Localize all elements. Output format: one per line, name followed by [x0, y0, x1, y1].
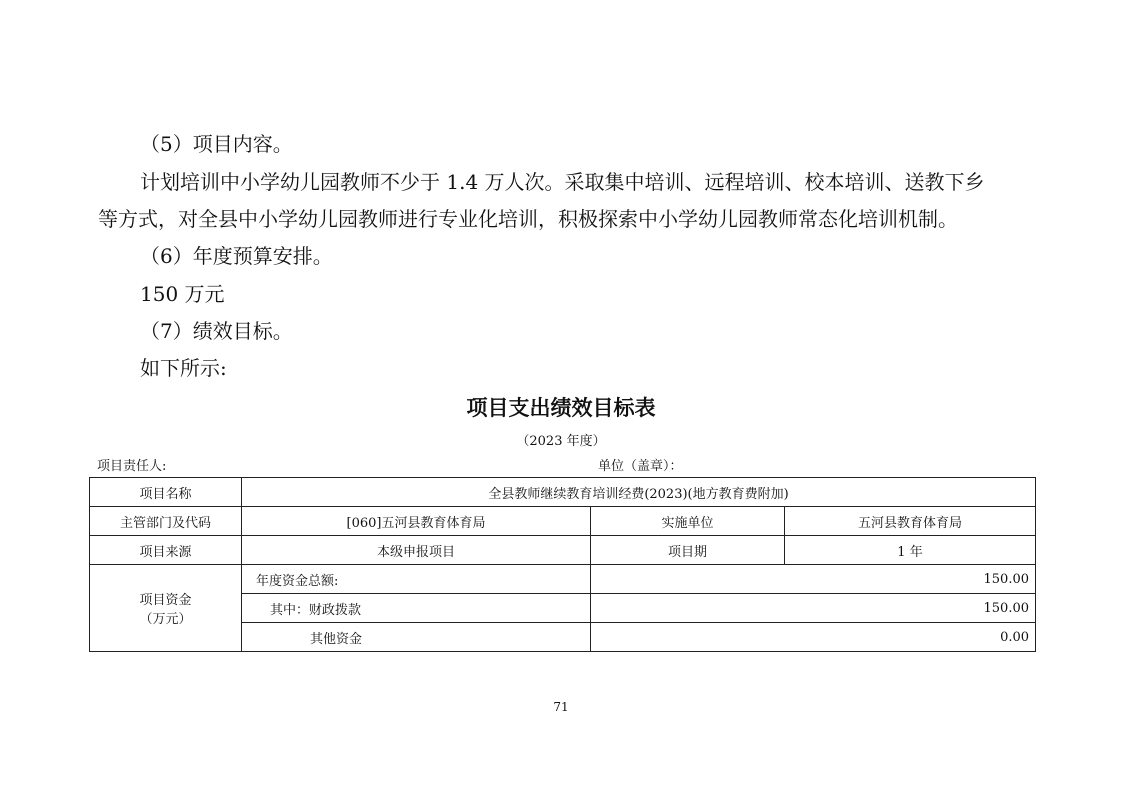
- paragraph-heading-7: （7）绩效目标。: [140, 319, 293, 343]
- responsible-person-label: 项目责任人:: [97, 459, 167, 474]
- table-title: 项目支出绩效目标表: [466, 396, 656, 420]
- implementing-unit-label: 实施单位: [591, 507, 785, 536]
- department-value: [060]五河县教育体育局: [242, 507, 591, 536]
- annual-total-value: 150.00: [591, 565, 1036, 594]
- paragraph-heading-6: （6）年度预算安排。: [140, 244, 333, 268]
- table-row: [90, 565, 1036, 594]
- project-period-value: 1 年: [785, 536, 1036, 565]
- implementing-unit-value: 五河县教育体育局: [785, 507, 1036, 536]
- table-year: （2023 年度）: [516, 434, 606, 449]
- paragraph-intro: 如下所示:: [140, 356, 227, 380]
- project-funds-label-line1: 项目资金: [139, 593, 192, 608]
- project-period-label: 项目期: [591, 536, 785, 565]
- project-funds-label-line2: （万元）: [139, 612, 192, 627]
- paragraph-body-line: 等方式，对全县中小学幼儿园教师进行专业化培训，积极探索中小学幼儿园教师常态化培训机制。: [98, 207, 958, 231]
- paragraph-body-line: 计划培训中小学幼儿园教师不少于 1.4 万人次。采取集中培训、远程培训、校本培训、送教下乡: [140, 170, 985, 194]
- project-name-value: 全县教师继续教育培训经费(2023)(地方教育费附加): [242, 478, 1036, 507]
- paragraph-budget: 150 万元: [140, 282, 225, 306]
- other-funds-value: 0.00: [591, 623, 1036, 652]
- other-funds-label: 其他资金: [242, 623, 591, 652]
- project-source-label: 项目来源: [90, 536, 242, 565]
- unit-stamp-label: 单位（盖章）：: [598, 459, 683, 474]
- project-funds-label: [90, 565, 242, 652]
- performance-target-table: [89, 477, 1036, 652]
- table-row: [90, 478, 1036, 507]
- table-row: [90, 507, 1036, 536]
- department-label: 主管部门及代码: [90, 507, 242, 536]
- page-number: 71: [553, 700, 569, 714]
- annual-total-label: 年度资金总额:: [242, 565, 591, 594]
- project-source-value: 本级申报项目: [242, 536, 591, 565]
- fiscal-allocation-value: 150.00: [591, 594, 1036, 623]
- paragraph-heading-5: （5）项目内容。: [140, 132, 293, 156]
- fiscal-allocation-label: 其中：财政拨款: [242, 594, 591, 623]
- table-row: [90, 536, 1036, 565]
- project-name-label: 项目名称: [90, 478, 242, 507]
